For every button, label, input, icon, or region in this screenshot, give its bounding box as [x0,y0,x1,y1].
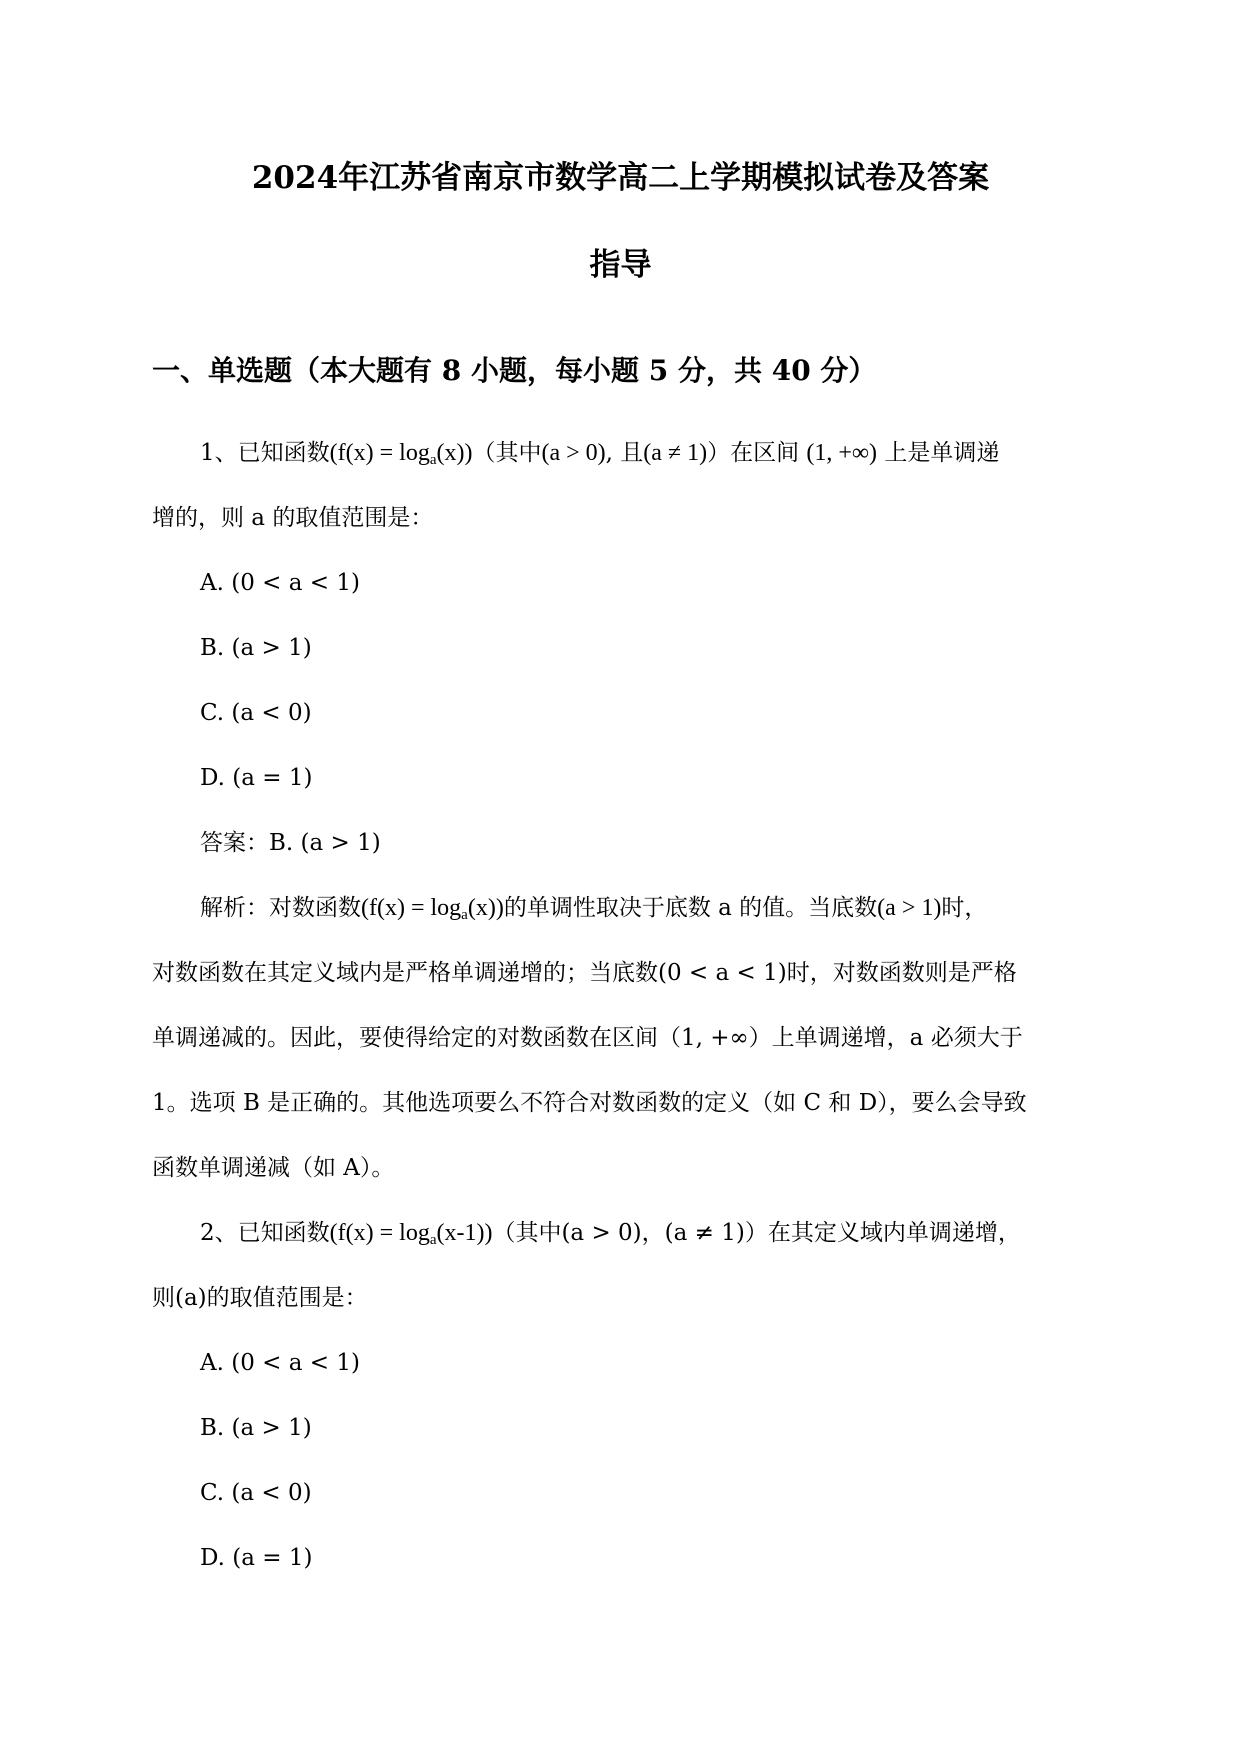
q1-explanation-line-5: 函数单调递减（如 A）。 [152,1155,395,1181]
q1-option-d: D. (a = 1) [200,765,313,791]
q1-exp-function-text: (f(x) = log [361,895,462,921]
q1-prefix: 1、已知函数 [200,440,330,466]
q2-option-a: A. (0 < a < 1) [200,1350,360,1376]
q1-interval-label: ）在区间 [707,440,807,466]
q2-prefix: 2、已知函数 [200,1220,330,1246]
q1-condition-sep: , 且 [605,440,644,466]
q2-option-d: D. (a = 1) [200,1545,313,1571]
q2-condition: （其中(a > 0)，(a ≠ 1)）在其定义域内单调递增， [492,1220,1021,1246]
q1-condition-2: (a ≠ 1) [643,440,708,466]
q1-function-text: (f(x) = log [329,440,430,466]
question-1-line-2: 增的，则 a 的取值范围是： [152,505,434,531]
question-1-line-1 [200,436,999,470]
q1-exp-function-arg: (x)) [467,895,504,921]
q1-function [330,440,473,466]
question-2-line-1 [200,1216,1021,1250]
q1-condition-open: （其中 [472,440,542,466]
q1-answer: 答案：B. (a > 1) [200,830,381,856]
q2-function-base: a [429,1232,437,1248]
q1-option-a: A. (0 < a < 1) [200,570,360,596]
q1-function-arg: (x)) [436,440,473,466]
q2-function [330,1220,493,1246]
q1-explanation-line-1 [200,891,987,925]
q1-exp-prefix: 解析：对数函数 [200,895,361,921]
document-title: 2024年江苏省南京市数学高二上学期模拟试卷及答案 [251,160,990,196]
q1-line1-tail: 上是单调递 [877,440,1000,466]
q2-option-c: C. (a < 0) [200,1480,312,1506]
q2-option-b: B. (a > 1) [200,1415,312,1441]
q1-exp-mid: 的单调性取决于底数 a 的值。当底数 [503,895,878,921]
q1-explanation-line-3: 单调递减的。因此，要使得给定的对数函数在区间（1, +∞）上单调递增，a 必须大于 [152,1025,1023,1051]
q2-function-arg: (x-1)) [436,1220,493,1246]
q1-interval: (1, +∞) [806,440,878,466]
q1-exp-function-base: a [461,907,468,923]
q1-option-b: B. (a > 1) [200,635,312,661]
q1-exp-tail: 时， [941,895,988,921]
section-heading-single-choice: 一、单选题（本大题有 8 小题，每小题 5 分，共 40 分） [152,354,877,387]
q1-option-c: C. (a < 0) [200,700,312,726]
q2-function-text: (f(x) = log [329,1220,430,1246]
q1-exp-cond: (a > 1) [877,895,942,921]
q1-exp-function [361,895,504,921]
q1-explanation-line-4: 1。选项 B 是正确的。其他选项要么不符合对数函数的定义（如 C 和 D），要么会导致 [152,1090,1027,1116]
q1-explanation-line-2: 对数函数在其定义域内是严格单调递增的；当底数(0 < a < 1)时，对数函数则是严格 [152,960,1017,986]
q1-function-base: a [429,452,437,468]
question-2-line-2: 则(a)的取值范围是： [152,1285,368,1311]
q1-condition-1: (a > 0) [541,440,606,466]
document-title-line2: 指导 [589,247,652,283]
